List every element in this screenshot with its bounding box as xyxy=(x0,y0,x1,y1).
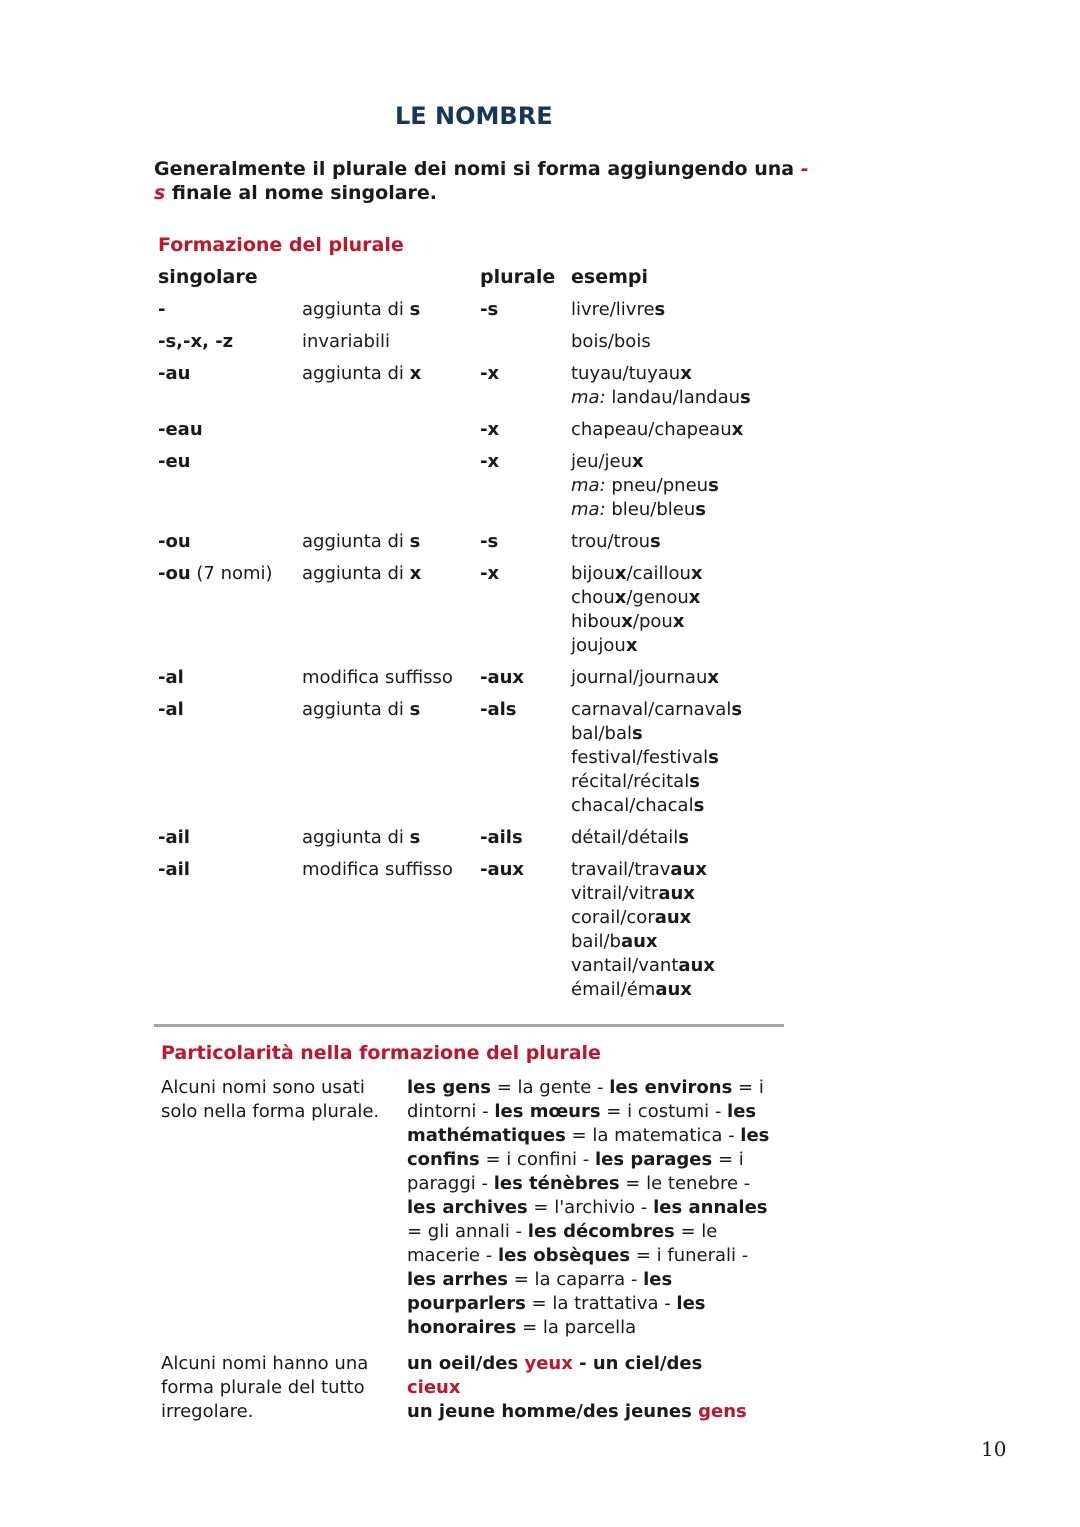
text-segment: aux xyxy=(654,907,692,928)
text-segment: yeux xyxy=(524,1353,573,1374)
text-segment: x xyxy=(672,611,685,632)
text-segment: vitrail/vitr xyxy=(571,883,659,904)
text-segment: s xyxy=(409,299,421,320)
text-segment: = i funerali - xyxy=(630,1245,749,1266)
text-segment: = i xyxy=(712,1149,744,1170)
text-segment: modifica suffisso xyxy=(302,859,453,880)
text-segment: s xyxy=(693,795,705,816)
example-line xyxy=(571,770,798,794)
suffix-highlight: -s xyxy=(154,158,809,204)
text-segment: mathématiques xyxy=(407,1125,566,1146)
text-segment: = la trattativa - xyxy=(525,1293,677,1314)
text-segment: x xyxy=(409,563,422,584)
action-cell xyxy=(302,298,420,322)
intro-paragraph xyxy=(154,157,814,205)
text-segment: chacal/chacal xyxy=(571,795,694,816)
section-heading-formazione: Formazione del plurale xyxy=(158,234,404,256)
text-segment: s xyxy=(409,531,421,552)
example-line xyxy=(571,418,798,442)
example-line xyxy=(407,1352,777,1376)
example-line xyxy=(407,1268,777,1292)
text-segment: invariabili xyxy=(302,331,390,352)
example-line xyxy=(407,1220,777,1244)
text-segment: = le tenebre - xyxy=(619,1173,751,1194)
page-title: LE NOMBRE xyxy=(395,102,553,130)
example-line xyxy=(571,610,798,634)
example-line xyxy=(571,978,798,1002)
text-segment: -ou xyxy=(158,563,191,584)
text-segment: les archives xyxy=(407,1197,528,1218)
text-segment: /pou xyxy=(632,611,673,632)
text-segment: s xyxy=(689,771,700,792)
text-segment: les xyxy=(727,1101,757,1122)
text-segment: les xyxy=(676,1293,706,1314)
text-segment: forma plurale del tutto xyxy=(161,1377,365,1398)
example-line xyxy=(571,298,798,322)
text-segment: journal/journau xyxy=(571,667,708,688)
text-segment: joujou xyxy=(571,635,626,656)
example-line xyxy=(571,586,798,610)
text-segment: = l'archivio - xyxy=(527,1197,654,1218)
column-header-examples: esempi xyxy=(571,266,648,288)
example-line xyxy=(571,634,798,658)
example-line xyxy=(571,906,798,930)
text-segment: = la matematica - xyxy=(565,1125,741,1146)
singular-ending-cell xyxy=(158,298,165,322)
text-segment: honoraires xyxy=(407,1317,517,1338)
examples-cell xyxy=(571,418,798,442)
text-segment: confins xyxy=(407,1149,480,1170)
example-line xyxy=(571,746,798,770)
example-line xyxy=(407,1076,777,1100)
text-segment: aggiunta di xyxy=(302,699,410,720)
singular-ending-cell xyxy=(158,858,190,882)
action-cell xyxy=(302,330,390,354)
text-segment: s xyxy=(409,699,421,720)
plural-ending-cell: -x xyxy=(480,419,500,440)
example-line xyxy=(571,794,798,818)
example-line xyxy=(407,1196,777,1220)
text-segment: les obsèques xyxy=(497,1245,631,1266)
plural-rules-table xyxy=(158,298,798,1010)
example-line xyxy=(407,1172,777,1196)
text-segment: chapeau/chapeau xyxy=(571,419,732,440)
text-segment: bijou xyxy=(571,563,615,584)
text-segment: paraggi - xyxy=(407,1173,494,1194)
text-segment: x xyxy=(632,451,644,472)
description-line xyxy=(161,1376,386,1400)
plural-ending-cell: -ails xyxy=(480,827,523,848)
example-line xyxy=(407,1148,777,1172)
examples-cell xyxy=(571,698,798,818)
plural-ending-cell: -x xyxy=(480,363,500,384)
action-cell xyxy=(302,362,421,386)
text-segment: -ail xyxy=(158,859,190,880)
text-segment: hibou xyxy=(571,611,622,632)
text-segment: les annales xyxy=(653,1197,768,1218)
text-segment: x xyxy=(707,667,719,688)
text-segment: un jeune homme/des jeunes xyxy=(407,1401,699,1422)
text-segment: aux xyxy=(678,955,715,976)
text-segment: = i confini - xyxy=(479,1149,595,1170)
section-heading-particolarita: Particolarità nella formazione del plurale xyxy=(161,1042,601,1064)
examples-cell xyxy=(571,530,798,554)
text-segment: Alcuni nomi sono usati xyxy=(161,1077,365,1098)
text-segment: bois/bois xyxy=(571,331,651,352)
intro-text: Generalmente il plurale dei nomi si forma aggiungendo una xyxy=(154,158,801,180)
text-segment: aux xyxy=(620,931,658,952)
text-segment: s xyxy=(708,475,719,496)
example-line xyxy=(571,474,798,498)
description-line xyxy=(161,1400,386,1424)
text-segment: = la gente - xyxy=(490,1077,610,1098)
text-segment: aggiunta di xyxy=(302,563,410,584)
text-segment: /caillou xyxy=(626,563,691,584)
examples-cell xyxy=(571,362,798,410)
text-segment: aux xyxy=(658,883,695,904)
text-segment: les gens xyxy=(407,1077,491,1098)
example-line xyxy=(571,722,798,746)
text-segment: -ail xyxy=(158,827,190,848)
table-row xyxy=(158,450,798,522)
text-segment: = la caparra - xyxy=(508,1269,644,1290)
text-segment: tuyau/tuyau xyxy=(571,363,681,384)
table-row xyxy=(158,698,798,818)
text-segment: irregolare. xyxy=(161,1401,254,1422)
text-segment: s xyxy=(678,827,689,848)
text-segment: (7 nomi) xyxy=(190,563,273,584)
page-number: 10 xyxy=(981,1437,1007,1461)
singular-ending-cell xyxy=(158,362,190,386)
plural-ending-cell: -s xyxy=(480,531,499,552)
text-segment: détail/détail xyxy=(571,827,679,848)
text-segment: ma: xyxy=(571,387,606,408)
plural-ending-cell: -aux xyxy=(480,667,525,688)
text-segment: les décombres xyxy=(527,1221,675,1242)
text-segment: s xyxy=(695,499,706,520)
column-header-plural: plurale xyxy=(480,266,556,288)
example-line xyxy=(571,498,798,522)
particularity-block-plural-only xyxy=(161,1076,781,1340)
text-segment: = la parcella xyxy=(516,1317,637,1338)
singular-ending-cell xyxy=(158,530,191,554)
action-cell xyxy=(302,530,420,554)
text-segment: x xyxy=(614,563,627,584)
text-segment: les xyxy=(740,1125,770,1146)
examples-cell xyxy=(571,298,798,322)
example-line xyxy=(407,1124,777,1148)
text-segment: = i xyxy=(732,1077,764,1098)
intro-text: finale al nome singolare. xyxy=(165,182,438,204)
text-segment: aggiunta di xyxy=(302,299,410,320)
text-segment: = le xyxy=(674,1221,718,1242)
table-row xyxy=(158,826,798,850)
table-row xyxy=(158,858,798,1002)
text-segment: trou/trou xyxy=(571,531,651,552)
text-segment: les mœurs xyxy=(494,1101,601,1122)
text-segment: x xyxy=(688,587,701,608)
text-segment: x xyxy=(621,611,633,632)
text-segment: aggiunta di xyxy=(302,827,410,848)
example-line xyxy=(407,1244,777,1268)
text-segment: récital/récital xyxy=(571,771,690,792)
text-segment: s xyxy=(409,827,421,848)
text-segment: aggiunta di xyxy=(302,531,410,552)
action-cell xyxy=(302,698,420,722)
plural-ending-cell: -aux xyxy=(480,859,525,880)
description-line xyxy=(161,1352,386,1376)
text-segment: bal/bal xyxy=(571,723,632,744)
description-line xyxy=(161,1076,386,1100)
plural-ending-cell: -s xyxy=(480,299,499,320)
text-segment: s xyxy=(708,747,719,768)
example-line xyxy=(571,698,798,722)
text-segment: x xyxy=(614,587,627,608)
example-line xyxy=(571,330,798,354)
example-line xyxy=(571,954,798,978)
examples-cell xyxy=(571,562,798,658)
text-segment: -al xyxy=(158,699,184,720)
text-segment: aux xyxy=(655,979,692,1000)
plural-ending-cell: -x xyxy=(480,563,500,584)
text-segment: ma: xyxy=(571,499,606,520)
text-segment: x xyxy=(409,363,422,384)
example-line xyxy=(571,530,798,554)
text-segment: festival/festival xyxy=(571,747,709,768)
text-segment: les parages xyxy=(595,1149,713,1170)
text-segment: les xyxy=(643,1269,673,1290)
plural-ending-cell: -als xyxy=(480,699,517,720)
text-segment: solo nella forma plurale. xyxy=(161,1101,380,1122)
text-segment: ma: xyxy=(571,475,606,496)
text-segment: les environs xyxy=(609,1077,733,1098)
text-segment: = i costumi - xyxy=(600,1101,728,1122)
particularity-description xyxy=(161,1352,386,1424)
text-segment: = gli annali - xyxy=(407,1221,528,1242)
action-cell xyxy=(302,826,420,850)
text-segment: modifica suffisso xyxy=(302,667,453,688)
table-row xyxy=(158,562,798,658)
text-segment: carnaval/carnaval xyxy=(571,699,732,720)
example-line xyxy=(571,386,798,410)
text-segment: chou xyxy=(571,587,615,608)
column-header-singular: singolare xyxy=(158,266,258,288)
text-segment: -s,-x, -z xyxy=(158,331,234,352)
table-row xyxy=(158,330,798,354)
text-segment: travail/trav xyxy=(571,859,671,880)
text-segment: -eu xyxy=(158,451,191,472)
text-segment: s xyxy=(731,699,743,720)
text-segment: émail/ém xyxy=(571,979,656,1000)
example-line xyxy=(571,858,798,882)
text-segment: landau/landau xyxy=(605,387,741,408)
singular-ending-cell xyxy=(158,826,190,850)
example-line xyxy=(571,666,798,690)
text-segment: gens xyxy=(698,1401,747,1422)
text-segment: dintorni - xyxy=(407,1101,495,1122)
table-row xyxy=(158,666,798,690)
text-segment: bail/b xyxy=(571,931,621,952)
example-line xyxy=(407,1376,777,1400)
example-line xyxy=(571,562,798,586)
example-line xyxy=(571,826,798,850)
examples-cell xyxy=(571,826,798,850)
action-cell xyxy=(302,562,421,586)
text-segment: -au xyxy=(158,363,191,384)
text-segment: /genou xyxy=(626,587,689,608)
text-segment: un oeil/des xyxy=(407,1353,525,1374)
example-line xyxy=(571,930,798,954)
text-segment: -al xyxy=(158,667,184,688)
text-segment: macerie - xyxy=(407,1245,498,1266)
plural-ending-cell: -x xyxy=(480,451,500,472)
singular-ending-cell xyxy=(158,330,233,354)
text-segment: livre/livre xyxy=(571,299,655,320)
text-segment: les ténèbres xyxy=(493,1173,620,1194)
table-row xyxy=(158,418,798,442)
section-divider xyxy=(154,1024,784,1027)
text-segment: x xyxy=(690,563,703,584)
particularity-examples xyxy=(407,1076,777,1340)
text-segment: cieux xyxy=(407,1377,461,1398)
action-cell xyxy=(302,666,453,690)
description-line xyxy=(161,1100,386,1124)
text-segment: x xyxy=(680,363,692,384)
text-segment: -eau xyxy=(158,419,203,440)
singular-ending-cell xyxy=(158,450,191,474)
text-segment: - un ciel/des xyxy=(572,1353,703,1374)
table-row xyxy=(158,362,798,410)
particularity-block-irregular xyxy=(161,1352,781,1424)
text-segment: x xyxy=(731,419,744,440)
particularity-examples xyxy=(407,1352,777,1424)
text-segment: s xyxy=(654,299,666,320)
text-segment: -ou xyxy=(158,531,191,552)
text-segment: les arrhes xyxy=(407,1269,508,1290)
singular-ending-cell xyxy=(158,562,273,586)
example-line xyxy=(407,1100,777,1124)
text-segment: jeu/jeu xyxy=(571,451,633,472)
examples-cell xyxy=(571,450,798,522)
particularity-description xyxy=(161,1076,386,1124)
examples-cell xyxy=(571,858,798,1002)
text-segment: pneu/pneu xyxy=(605,475,709,496)
text-segment: corail/cor xyxy=(571,907,655,928)
text-segment: pourparlers xyxy=(407,1293,526,1314)
text-segment: x xyxy=(625,635,638,656)
singular-ending-cell xyxy=(158,418,203,442)
table-row xyxy=(158,530,798,554)
example-line xyxy=(571,450,798,474)
examples-cell xyxy=(571,330,798,354)
text-segment: Alcuni nomi hanno una xyxy=(161,1353,369,1374)
singular-ending-cell xyxy=(158,698,184,722)
text-segment: aggiunta di xyxy=(302,363,410,384)
table-row xyxy=(158,298,798,322)
text-segment: s xyxy=(631,723,643,744)
example-line xyxy=(571,882,798,906)
text-segment: vantail/vant xyxy=(571,955,679,976)
singular-ending-cell xyxy=(158,666,184,690)
text-segment: s xyxy=(650,531,661,552)
example-line xyxy=(571,362,798,386)
example-line xyxy=(407,1400,777,1424)
example-line xyxy=(407,1292,777,1316)
examples-cell xyxy=(571,666,798,690)
text-segment: - xyxy=(158,299,166,320)
text-segment: s xyxy=(740,387,751,408)
text-segment: aux xyxy=(670,859,707,880)
text-segment: bleu/bleu xyxy=(605,499,696,520)
example-line xyxy=(407,1316,777,1340)
action-cell xyxy=(302,858,453,882)
